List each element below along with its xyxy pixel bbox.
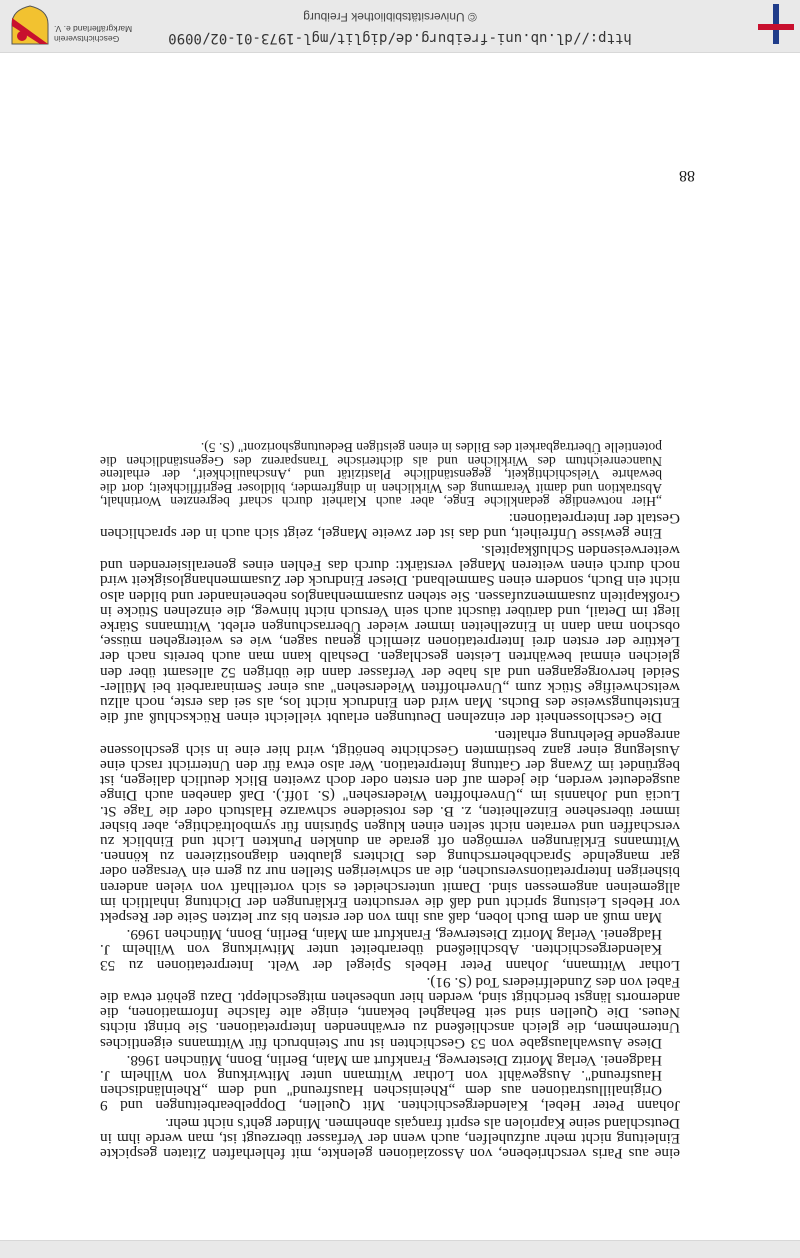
org-line-1: Geschichtsverein	[54, 34, 120, 44]
body-text	[100, 439, 680, 1162]
permalink-url[interactable]: http://dl.ub.uni-freiburg.de/diglit/mgl-1973-01-02/0090	[168, 30, 632, 46]
bibliography-entry: Johann Peter Hebel, Kalendergeschichten. Mit Quellen, Doppelbearbeitungen und 9 Originalillustrationen aus dem „Rheinischen Hausfreund" und dem „Rheinländischen Hausfreund". Ausgewählt von Lothar Wittmann unter Mitwirkung von Wilhelm J. Hadgenei. Verlag Moritz Diesterweg, Frankfurt am Main, Berlin, Bonn, München 1968.	[100, 1051, 680, 1115]
cross-icon	[754, 2, 798, 46]
page-number: 88	[679, 167, 695, 184]
bibliography-entry: Lothar Wittmann, Johann Peter Hebels Spiegel der Welt. Interpretationen zu 53 Kalendergeschichten. Abschließend überarbeitet unter Mitwirkung von Wilhelm J. Hadgenei. Verlag Moritz Diesterweg, Frankfurt am Main, Berlin, Bonn, München 1969.	[100, 926, 680, 974]
coat-of-arms-icon	[8, 4, 52, 48]
paragraph: Eine gewisse Unfreiheit, und das ist der zweite Mangel, zeigt sich auch in der sprachlichen Gestalt der Interpretationen:	[100, 509, 680, 542]
organization-name	[54, 24, 140, 44]
paragraph: Die Geschlossenheit der einzelnen Deutungen erlaubt vielleicht einen Rückschluß auf die Entstehungsweise des Buchs. Man wird den Eindruck nicht los, als sei das erste, noch allzu weitschweifige Stück zum „Unverhofften Wiedersehen" aus einer Seminararbeit bei Müller-Seidel hervorgegangen und als habe der Verfasser dann die übrigen 52 allesamt über den gleichen einmal bewährten Leisten geschlagen. Deshalb kann man auch bereits nach der Lektüre der ersten drei Interpretationen ziemlich genau sagen, wie es weitergehen müsse, obschon man dann in Einzelheiten immer wieder Überraschungen erlebt. Wittmanns Stärke liegt im Detail, und darüber täuscht auch sein Versuch nicht hinweg, die einzelnen Stücke in Großkapiteln zusammenzufassen. Sie stehen zusammenhanglos nebeneinander und bilden also nicht ein Buch, sondern einen Sammelband. Dieser Eindruck der Zusammenhanglosigkeit wird noch durch einen weiteren Mangel verstärkt: durch das Fehlen eines generalisierenden und weiterweisenden Schlußkapitels.	[100, 542, 680, 727]
page-header	[0, 0, 800, 52]
copyright-notice: © Universitätsbibliothek Freiburg	[303, 10, 477, 24]
paragraph: Man muß an dem Buch loben, daß aus ihm von der ersten bis zur letzten Seite der Respekt vor Hebels Leistung spricht und daß die versuchten Erklärungen der Dichtung inhaltlich im allgemeinen angemessen sind. Damit unterscheidet es sich vorteilhaft von vielen anderen bisherigen Interpretationsversuchen, die an schwierigen Stellen nur zu gern ein Versagen oder gar mangelnde Sprachbeherrschung des Dichters glaubten diagnostizieren zu können. Wittmanns Erklärungen vermögen oft gerade an dunklen Punkten Licht und Einblick zu verschaffen und verraten nicht selten einen klugen Spürsinn für symbolträchtige, aber bisher immer übersehene Einzelheiten, z. B. des rotseidene schwarze Halstuch oder die Tage St. Luciä und Johannis im „Unverhofften Wiedersehen" (S. 10ff.). Daß daneben auch Dinge ausgedeutet werden, die jedem auf den ersten oder doch zweiten Blick deutlich daliegen, ist begründet im Zwang der Gattung Interpretation. Wer also etwa für den Unterricht rasch eine Auslegung einer ganz bestimmten Geschichte benötigt, wird hier eine in sich geschlossene anregende Belehrung erhalten.	[100, 726, 680, 926]
block-quote: „Hier notwendige gedankliche Enge, aber auch Klarheit durch scharf begrenzten Wortinhalt, Abstraktion und damit Verarmung des Wirklichen in dingfremder, bildloser Begrifflichkeit; dort die bewahrte Vielschichtigkeit, gegenständliche Plastizität und ‚Anschaulichkeit', der erhaltene Nuancenreichtum des Wirklichen und als dichterische Transparenz des Gegenständlichen die potentielle Übertragbarkeit des Bildes in einen geistigen Bedeutungshorizont" (S. 5).	[100, 440, 662, 510]
paragraph: Diese Auswahlausgabe von 53 Geschichten ist nur Steinbruch für Wittmanns eigentliches Unternehmen, die gleich anschließend zu erwähnenden Interpretationen. Sie bringt nichts Neues. Die Quellen sind seit Behaghel bekannt, einige alte falsche Informationen, die andernorts längst berichtigt sind, werden hier unbesehen mitgeschleppt. Dazu gehört etwa die Fabel von des Zundelfrieders Tod (S. 91).	[100, 973, 680, 1052]
org-line-2: Markgräflerland e. V.	[54, 24, 133, 34]
paragraph: eine aus Paris verschriebene, von Assoziationen gelenkte, mit fehlerhaften Zitaten gespickte Einleitung nicht mehr aufzuhelfen, auch wenn der Verfasser überzeugt ist, man werde ihm in Deutschland seine Kapriolen als esprit français abnehmen. Minder geht's nicht mehr.	[100, 1114, 680, 1162]
